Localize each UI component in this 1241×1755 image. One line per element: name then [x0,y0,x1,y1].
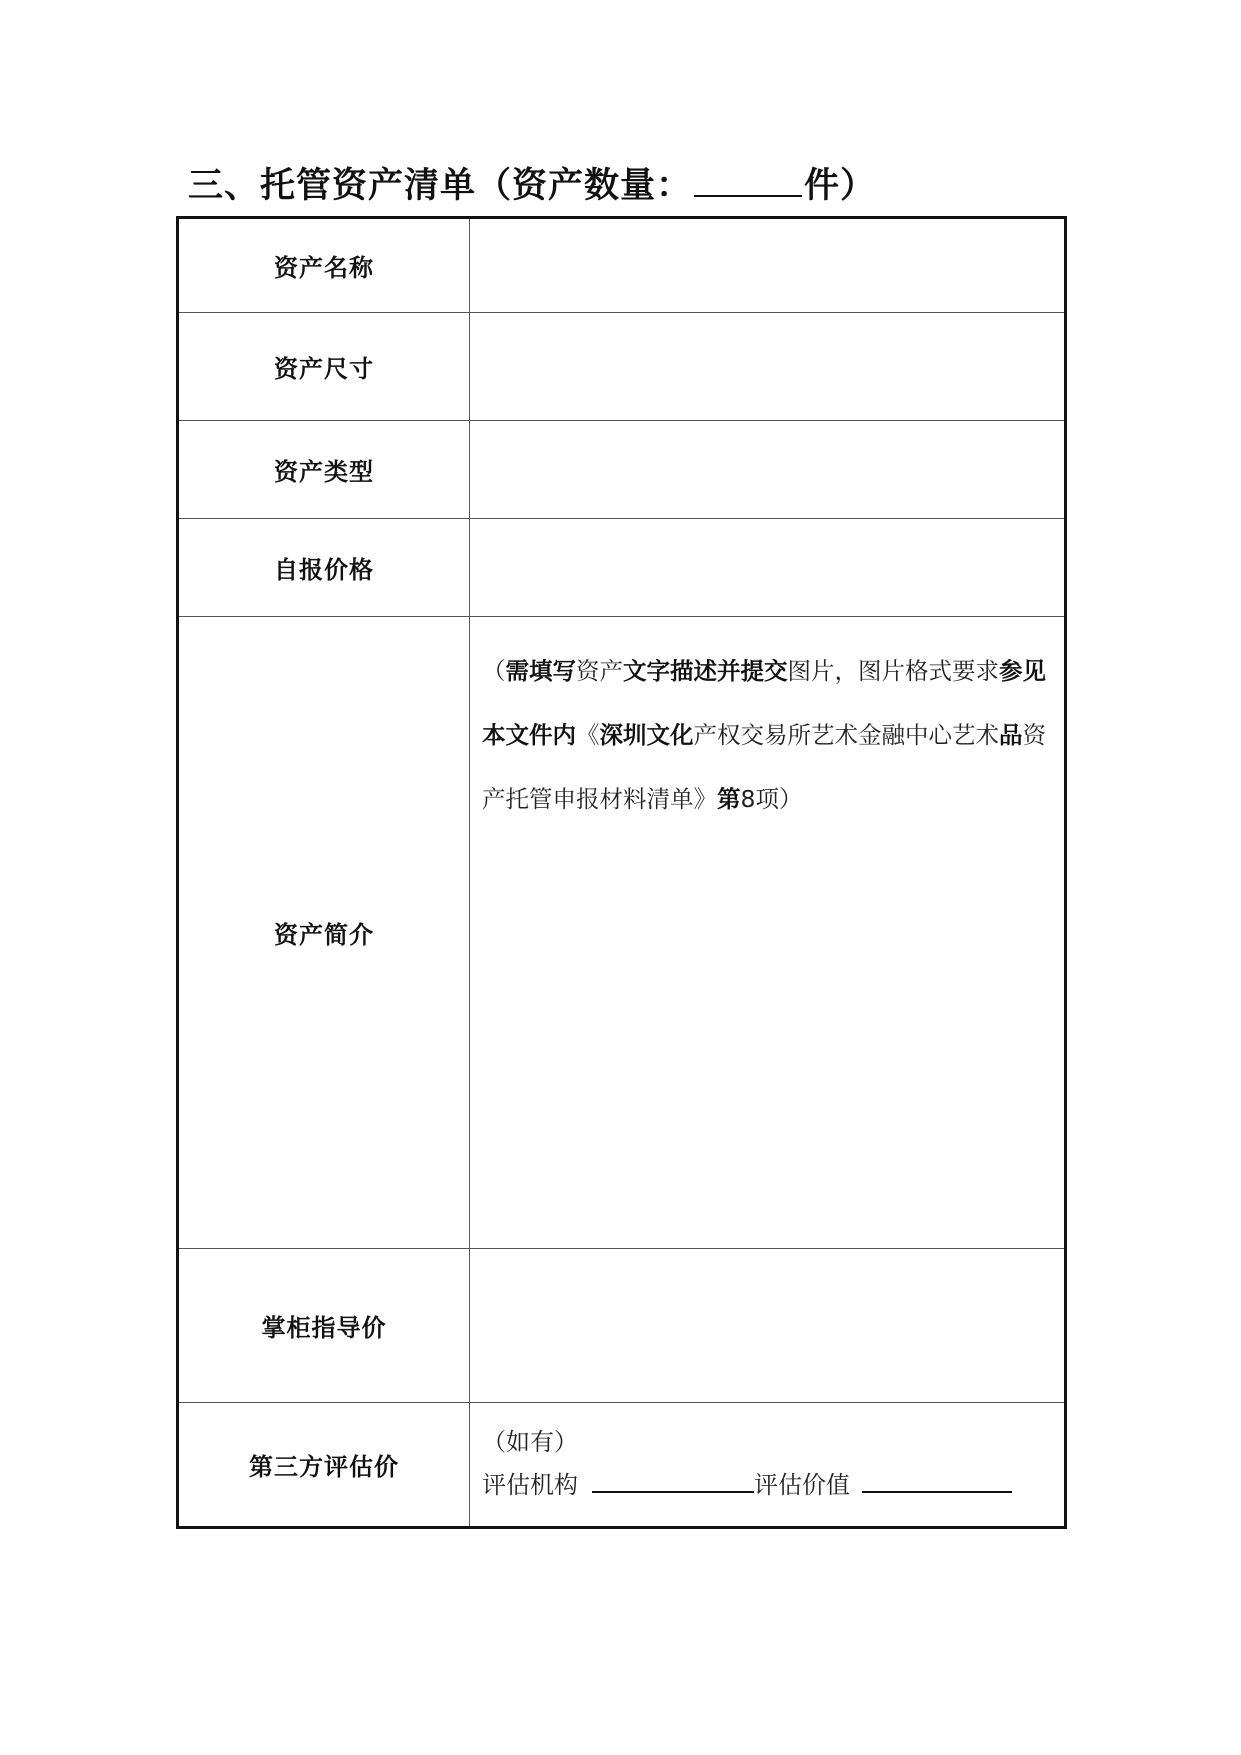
intro-text-7: 《 [576,721,600,749]
intro-text-3: 资产 [576,657,623,685]
appraisal-org-input[interactable] [592,1463,754,1493]
asset-intro-label: 资产简介 [178,617,470,1249]
intro-text-2: 需填写 [505,657,576,685]
if-any-note: （如有） [482,1428,578,1456]
third-party-field [470,1403,1066,1528]
intro-text-9: 产权交易所艺术金融中心艺术 [693,721,999,749]
intro-text-8: 深圳文化 [599,721,694,749]
third-party-label: 第三方评估价 [178,1403,470,1528]
guide-price-field[interactable] [470,1249,1066,1403]
asset-intro-instructions [470,617,1064,831]
row-asset-intro [178,617,1066,1249]
row-third-party [178,1403,1066,1528]
intro-text-1: （ [482,657,506,685]
asset-type-label: 资产类型 [178,421,470,519]
appraisal-value-input[interactable] [862,1463,1012,1493]
asset-name-label: 资产名称 [178,218,470,313]
row-self-price [178,519,1066,617]
appraisal-line [482,1463,1052,1507]
appraisal-value-label: 评估价值 [754,1471,850,1499]
asset-size-field[interactable] [470,313,1066,421]
title-suffix: 件） [804,166,877,206]
self-price-field[interactable] [470,519,1066,617]
appraisal-org-label: 评估机构 [482,1471,578,1499]
asset-size-label: 资产尺寸 [178,313,470,421]
intro-text-11: 资产托管申报材料清单》 [482,721,1046,813]
intro-text-10: 品 [999,721,1023,749]
title-prefix: 三、托管资产清单（资产数量： [188,166,693,206]
asset-name-field[interactable] [470,218,1066,313]
intro-text-5: 图片，图片格式要求 [787,657,999,685]
row-asset-type [178,421,1066,519]
self-price-label: 自报价格 [178,519,470,617]
row-guide-price [178,1249,1066,1403]
intro-text-4: 文字描述并提交 [623,657,788,685]
guide-price-label: 掌柜指导价 [178,1249,470,1403]
section-title [188,158,876,210]
intro-text-12: 第 [717,785,741,813]
row-asset-size [178,313,1066,421]
row-asset-name [178,218,1066,313]
intro-text-6: 参见本文件内 [482,657,1046,749]
asset-type-field[interactable] [470,421,1066,519]
asset-intro-field[interactable] [470,617,1066,1249]
asset-count-blank[interactable] [694,165,802,197]
intro-text-13: 8项） [740,785,803,813]
asset-list-table [176,216,1067,1529]
